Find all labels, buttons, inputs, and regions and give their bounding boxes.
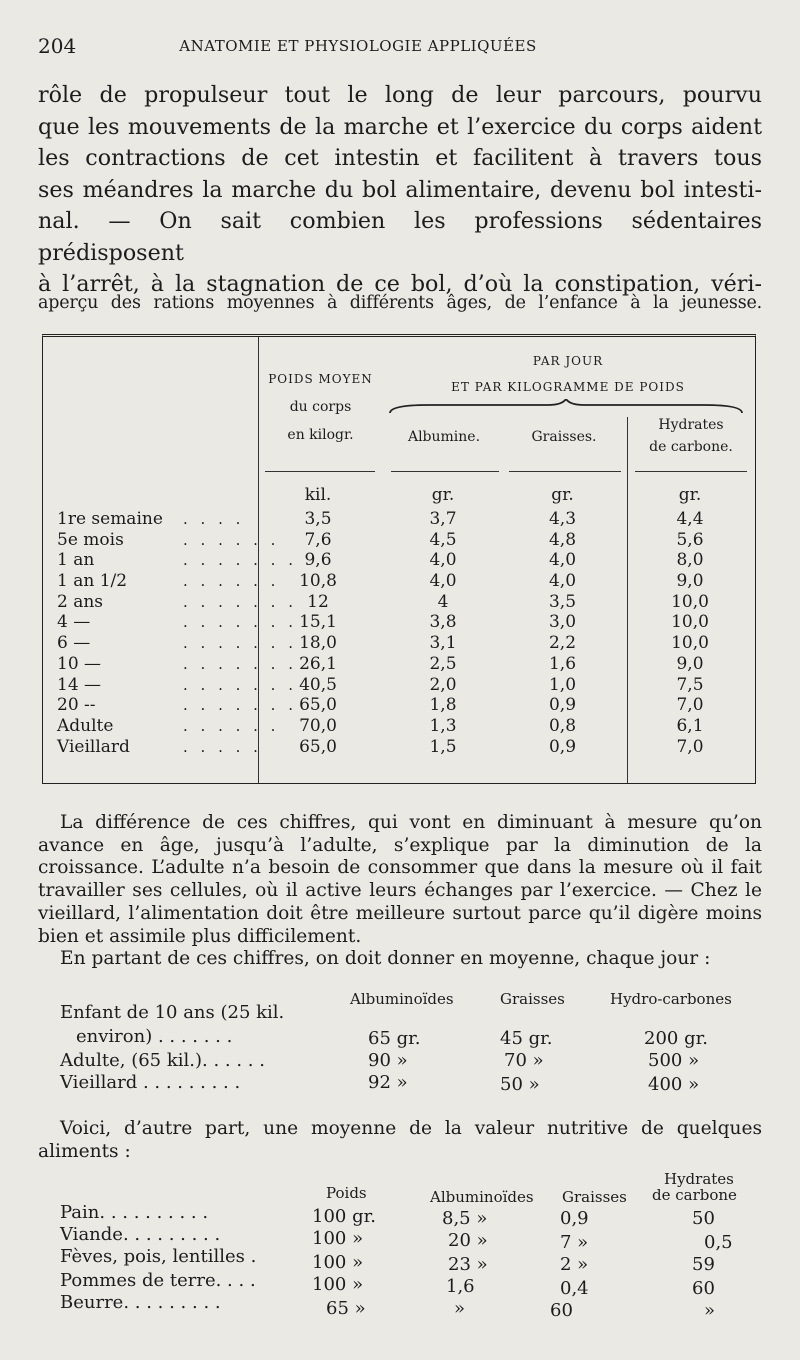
cell-poids: 100 »	[312, 1228, 364, 1249]
ration-table	[42, 334, 756, 784]
table-caption: aperçu des rations moyennes à différents âges, de l’enfance à la jeunesse.	[38, 293, 762, 313]
intro-line: les contractions de cet intestin et facilitent à travers tous	[38, 145, 762, 171]
cell-graisses: 4,0	[548, 550, 577, 571]
discussion-paragraph	[38, 812, 762, 971]
cell-poids: 100 »	[312, 1252, 364, 1273]
cell-hydrates: 10,0	[671, 591, 709, 612]
cell-hydrates: 8,0	[676, 550, 704, 571]
cell-poids: 15,1	[299, 612, 337, 633]
cell-graisses: 4,8	[548, 529, 577, 550]
cell-albuminoides: 90 »	[368, 1050, 408, 1071]
header-rule	[635, 471, 747, 472]
row-dots: . . . . . .	[183, 530, 280, 549]
cell-poids: 18,0	[299, 633, 337, 654]
header-albuminoides: Albuminoïdes	[430, 1188, 534, 1206]
row-label: 6 —	[57, 633, 91, 654]
cell-poids: 65,0	[299, 736, 337, 757]
row-dots: . . . . . . .	[183, 613, 297, 632]
cell-graisses: 3,5	[548, 591, 577, 612]
row-label-continued: environ) . . . . . . .	[76, 1026, 233, 1047]
header-poids: Poids	[326, 1184, 367, 1202]
row-label: 1 an 1/2	[57, 571, 128, 592]
cell-graisses: 0,4	[560, 1278, 589, 1299]
table-row	[43, 654, 754, 675]
row-label: Adulte	[57, 715, 114, 736]
cell-graisses: 70 »	[504, 1050, 544, 1071]
cell-albuminoides: 23 »	[448, 1254, 488, 1275]
row-dots: . . . . . . .	[183, 592, 297, 611]
cell-hydrates: 7,0	[676, 736, 704, 757]
cell-albumine: 1,5	[429, 736, 457, 757]
cell-poids: 3,5	[304, 509, 332, 529]
cell-poids: 65,0	[299, 695, 337, 716]
row-label: 1re semaine	[57, 509, 163, 529]
row-dots: . . . . .	[183, 737, 262, 756]
row-dots: . . . . . . .	[183, 634, 297, 653]
row-label: 2 ans	[57, 591, 104, 612]
row-label: Vieillard	[57, 736, 130, 757]
table-row	[43, 612, 754, 633]
cell-hydrates: 0,5	[704, 1232, 733, 1253]
cell-poids: 26,1	[299, 653, 337, 674]
header-graisses: Graisses.	[531, 429, 597, 445]
row-label: 4 —	[57, 612, 91, 633]
page-number: 204	[38, 34, 77, 58]
cell-graisses: 50 »	[500, 1074, 540, 1095]
row-label: 14 —	[57, 674, 102, 695]
row-label: Enfant de 10 ans (25 kil.	[60, 1002, 285, 1023]
row-label: Vieillard . . . . . . . . .	[60, 1072, 241, 1093]
row-label: 1 an	[57, 550, 95, 571]
cell-albuminoides: 20 »	[448, 1230, 488, 1251]
cell-albumine: 4,0	[429, 571, 457, 592]
header-hydrates-1: Hydrates	[658, 417, 724, 433]
header-poids-2: du corps	[289, 399, 352, 415]
cell-graisses: 1,0	[548, 674, 577, 695]
cell-graisses: 4,0	[548, 571, 577, 592]
row-label: 10 —	[57, 653, 102, 674]
cell-poids: 7,6	[304, 529, 332, 550]
cell-albumine: 1,3	[429, 715, 457, 736]
units-row	[43, 485, 754, 509]
table-row	[43, 592, 754, 613]
header-hydrates: Hydrates	[664, 1170, 734, 1188]
table-row	[43, 509, 754, 530]
row-dots: . . . .	[183, 510, 245, 528]
row-label: Pain. . . . . . . . . .	[60, 1202, 209, 1223]
cell-graisses: 45 gr.	[500, 1028, 553, 1049]
row-dots: . . . . . .	[183, 572, 280, 591]
table-row	[43, 737, 754, 758]
intro-line: rôle de propulseur tout le long de leur parcours, pourvu	[38, 82, 762, 108]
cell-graisses: 7 »	[560, 1232, 589, 1253]
header-poids-1: POIDS MOYEN	[268, 372, 373, 386]
cell-hydrates: 7,5	[676, 674, 704, 695]
cell-graisses: 1,6	[548, 653, 577, 674]
table-row	[43, 550, 754, 571]
header-albuminoides: Albuminoïdes	[350, 990, 454, 1008]
intro-paragraph	[38, 80, 762, 301]
cell-albumine: 3,8	[429, 612, 457, 633]
cell-graisses: 0,8	[548, 715, 577, 736]
intro-line: ses méandres la marche du bol alimentaire, devenu bol intesti-	[38, 176, 762, 203]
row-label: Adulte, (65 kil.). . . . . .	[60, 1050, 265, 1071]
row-dots: . . . . . . .	[183, 675, 297, 694]
paragraph-text: La différence de ces chiffres, qui vont en diminuant à mesure qu’on avance en âge, jusqu’à l’adulte, s’explique par la diminution de la croissance. L’adulte n’a besoin de consommer que dans la mesure où il fait travailler ses cellules, où il active leurs échanges par l’exercice. — Chez le vieillard, l’alimentation doit être meilleure surtout parce qu’il digère moins bien et assimile plus difficilement.	[38, 812, 762, 947]
paragraph-text: En partant de ces chiffres, on doit donner en moyenne, chaque jour :	[60, 948, 711, 970]
cell-hydro-carbones: 200 gr.	[644, 1028, 708, 1049]
cell-hydrates: 59	[692, 1254, 715, 1275]
cell-hydrates: 6,1	[676, 715, 704, 736]
table-row	[43, 530, 754, 551]
cell-hydrates: 60	[692, 1278, 715, 1299]
cell-hydrates: »	[704, 1300, 716, 1321]
row-label: Pommes de terre. . . .	[60, 1270, 256, 1291]
page-header	[38, 34, 758, 58]
cell-graisses: 0,9	[548, 695, 577, 716]
cell-albumine: 2,5	[429, 653, 457, 674]
cell-hydro-carbones: 400 »	[648, 1074, 700, 1095]
cell-poids: 10,8	[299, 571, 337, 592]
table-row	[43, 675, 754, 696]
unit-albumine: gr.	[431, 485, 455, 505]
cell-albumine: 4,5	[429, 529, 457, 550]
cell-albuminoides: 65 gr.	[368, 1028, 421, 1049]
header-de-carbone: de carbone	[652, 1186, 737, 1204]
table-row	[43, 633, 754, 654]
table-row	[43, 695, 754, 716]
cell-albuminoides: 8,5 »	[442, 1208, 488, 1229]
row-dots: . . . . . . .	[183, 654, 297, 673]
header-group-1: PAR JOUR	[532, 354, 604, 368]
unit-graisses: gr.	[551, 485, 574, 505]
cell-albumine: 4	[437, 591, 449, 612]
row-label: Fèves, pois, lentilles .	[60, 1246, 257, 1267]
cell-albuminoides: »	[454, 1298, 466, 1319]
unit-poids: kil.	[304, 485, 332, 505]
cell-poids: 65 »	[326, 1298, 366, 1319]
row-dots: . . . . . .	[183, 716, 280, 735]
cell-albumine: 1,8	[429, 695, 457, 716]
row-label: 20 --	[57, 695, 96, 716]
food-value-table	[38, 1166, 762, 1326]
cell-hydrates: 9,0	[676, 571, 704, 592]
cell-hydrates: 7,0	[676, 695, 704, 716]
cell-hydrates: 10,0	[671, 633, 709, 654]
cell-graisses: 4,3	[548, 509, 577, 529]
cell-albumine: 2,0	[429, 674, 457, 695]
intro-line: nal. — On sait combien les professions sédentaires prédisposent	[38, 208, 762, 266]
cell-graisses: 0,9	[548, 736, 577, 757]
cell-poids: 100 gr.	[312, 1206, 376, 1227]
cell-poids: 9,6	[304, 550, 332, 571]
cell-hydrates: 9,0	[676, 653, 704, 674]
ration-table-body	[43, 485, 754, 757]
cell-albuminoides: 92 »	[368, 1072, 408, 1093]
row-dots: . . . . . . .	[183, 551, 297, 570]
cell-graisses: 2,2	[548, 633, 577, 654]
header-rule	[391, 471, 499, 472]
cell-poids: 100 »	[312, 1274, 364, 1295]
cell-hydrates: 5,6	[676, 529, 704, 550]
row-label: 5e mois	[57, 529, 124, 550]
paragraph-text: Voici, d’autre part, une moyenne de la valeur nutritive de quelques aliments :	[38, 1118, 762, 1162]
cell-graisses: 0,9	[560, 1208, 589, 1229]
running-title: ANATOMIE ET PHYSIOLOGIE APPLIQUÉES	[179, 37, 537, 55]
header-rule	[265, 471, 375, 472]
row-label: Beurre. . . . . . . . .	[60, 1292, 221, 1313]
row-dots: . . . . . . .	[183, 696, 297, 715]
table-row	[43, 571, 754, 592]
cell-graisses: 3,0	[548, 612, 577, 633]
row-label: Viande. . . . . . . . .	[60, 1224, 221, 1245]
header-group-2: ET PAR KILOGRAMME DE POIDS	[451, 380, 685, 394]
header-poids-3: en kilogr.	[287, 427, 354, 443]
table-row	[43, 716, 754, 737]
intro-line: que les mouvements de la marche et l’exercice du corps aident	[38, 113, 762, 140]
cell-poids: 40,5	[299, 674, 337, 695]
header-hydrates-2: de carbone.	[649, 439, 733, 455]
daily-ration-table	[38, 988, 762, 1098]
header-hydro-carbones: Hydro-carbones	[610, 990, 732, 1008]
intro-line: à l’arrêt, à la stagnation de ce bol, d’où la constipation, véri-	[38, 271, 762, 297]
cell-hydrates: 4,4	[676, 509, 704, 529]
cell-poids: 70,0	[299, 715, 337, 736]
cell-poids: 12	[307, 591, 329, 612]
header-graisses: Graisses	[562, 1188, 627, 1206]
cell-graisses: 2 »	[560, 1254, 589, 1275]
food-intro-paragraph	[38, 1118, 762, 1163]
cell-hydro-carbones: 500 »	[648, 1050, 700, 1071]
header-rule	[509, 471, 621, 472]
cell-albumine: 4,0	[429, 550, 457, 571]
unit-hydrates: gr.	[678, 485, 702, 505]
cell-hydrates: 50	[692, 1208, 715, 1229]
header-albumine: Albumine.	[407, 429, 481, 445]
cell-albumine: 3,1	[429, 633, 457, 654]
cell-albuminoides: 1,6	[446, 1276, 475, 1297]
cell-hydrates: 10,0	[671, 612, 709, 633]
header-graisses: Graisses	[500, 990, 565, 1008]
cell-albumine: 3,7	[429, 509, 457, 529]
cell-graisses: 60	[550, 1300, 573, 1321]
